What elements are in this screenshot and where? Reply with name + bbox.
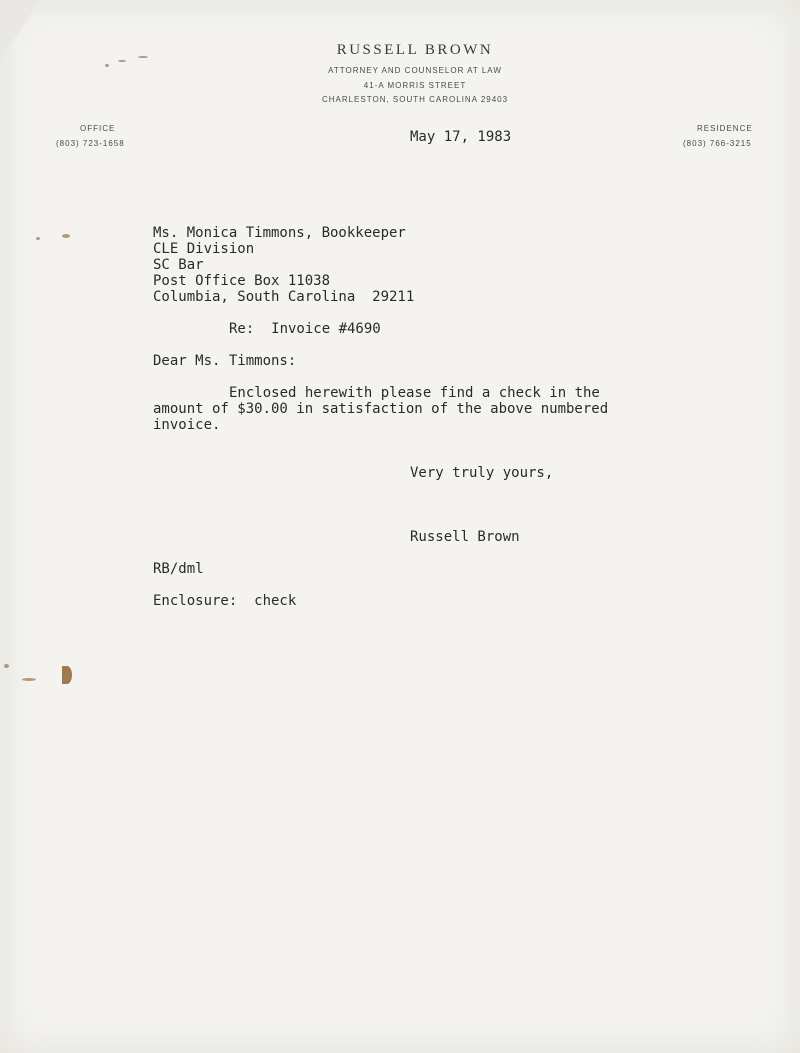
body-line: Enclosed herewith please find a check in the bbox=[229, 385, 600, 401]
address-line: Columbia, South Carolina 29211 bbox=[153, 289, 415, 305]
paper-stain bbox=[36, 237, 40, 240]
typist-initials: RB/dml bbox=[153, 561, 204, 577]
address-line: Post Office Box 11038 bbox=[153, 273, 331, 289]
paper-stain bbox=[4, 664, 9, 668]
address-line: CLE Division bbox=[153, 241, 255, 257]
letter-date: May 17, 1983 bbox=[410, 129, 512, 145]
paper-stain bbox=[105, 64, 109, 67]
enclosure-note: Enclosure: check bbox=[153, 593, 297, 609]
paper-stain bbox=[138, 56, 148, 58]
letterhead-title: ATTORNEY AND COUNSELOR AT LAW bbox=[328, 66, 502, 75]
body-line: invoice. bbox=[153, 417, 221, 433]
residence-label: RESIDENCE bbox=[697, 124, 753, 133]
letterhead-street: 41-A MORRIS STREET bbox=[363, 81, 467, 90]
salutation: Dear Ms. Timmons: bbox=[153, 353, 297, 369]
office-phone: (803) 723-1658 bbox=[56, 139, 125, 148]
body-line: amount of $30.00 in satisfaction of the above numbered bbox=[153, 401, 609, 417]
signer-name: Russell Brown bbox=[410, 529, 520, 545]
paper-stain bbox=[118, 60, 126, 62]
closing: Very truly yours, bbox=[410, 465, 554, 481]
letterhead-city: CHARLESTON, SOUTH CAROLINA 29403 bbox=[321, 95, 509, 104]
letterhead-name: RUSSELL BROWN bbox=[336, 42, 494, 58]
residence-phone: (803) 766-3215 bbox=[683, 139, 752, 148]
address-line: SC Bar bbox=[153, 257, 204, 273]
address-line: Ms. Monica Timmons, Bookkeeper bbox=[153, 225, 406, 241]
office-label: OFFICE bbox=[80, 124, 116, 133]
re-line: Re: Invoice #4690 bbox=[229, 321, 381, 337]
paper-stain bbox=[62, 666, 72, 684]
paper-stain bbox=[22, 678, 36, 681]
paper-stain bbox=[62, 234, 70, 238]
